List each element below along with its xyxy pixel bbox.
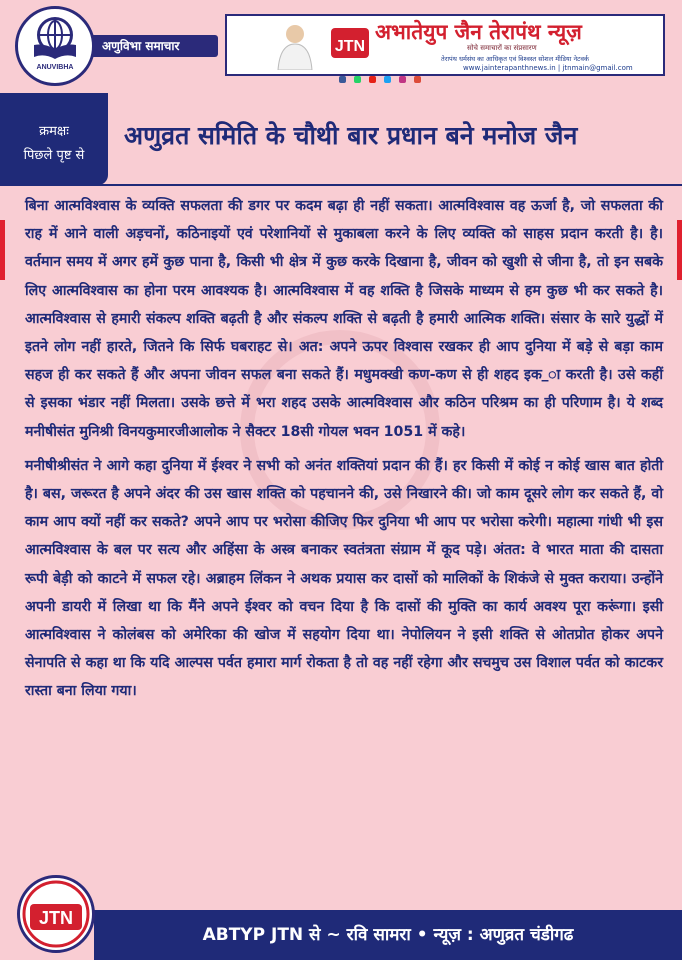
previous-page-label: पिछले पृष्ट से bbox=[23, 148, 85, 163]
right-edge-mark bbox=[677, 220, 682, 280]
footer-logo-label: JTN bbox=[38, 908, 74, 928]
jtn-url[interactable]: www.jainterapanthnews.in | jtnmain@gmail.com bbox=[463, 64, 633, 72]
jtn-logo-label: JTN bbox=[334, 38, 366, 55]
instagram-icon[interactable] bbox=[399, 76, 406, 83]
anuvibha-news-tag: अणुविभा समाचार bbox=[92, 35, 218, 57]
article-paragraph-2: मनीषीश्रीसंत ने आगे कहा दुनिया में ईश्वर ने सभी को अनंत शक्तियां प्रदान की हैं। हर किसी में कोई न कोई खास बात होती है। बस, जरूरत है अपने अंदर की उस खास शक्ति को पहचानने की, उसे निखारने की। जो काम दूसरे लोग कर सकते हैं, वो काम आप क्यों नहीं कर सकते? अपने आप पर भरोसा कीजिए फिर दुनिया भी आप पर भरोसा करेगी। महात्मा गांधी भी इस आत्मविश्वास के बल पर सत्य और अहिंसा के अस्त्र बनाकर स्वतंत्रता संग्राम में कूद पड़े। अंतत: वे भारत माता की दासता रूपी बेड़ी को काटने में सफल रहे। अब्राहम लिंकन ने अथक प्रयास कर दासों को मालिकों के शिकंजे से मुक्त कराया। उन्होंने अपनी डायरी में लिखा था कि मैंने अपने ईश्वर को वचन दिया है कि दासों की मुक्ति का कार्य अवश्य पूरा करूंगा। इसी आत्मविश्वास ने कोलंबस को अमेरिका की खोज में सहयोग दिया था। नेपोलियन ने इसी शक्ति से ओतप्रोत होकर अपने सेनापति से कहा था कि यदि आल्पस पर्वत हमारा मार्ग रोकता है तो वह नहीं रहेगा और सचमुच उस विशाल पर्वत को काटकर रास्ता बना लिया गया। bbox=[25, 457, 663, 700]
jtn-logo-icon bbox=[331, 24, 369, 66]
social-icons bbox=[339, 68, 424, 87]
youtube-icon[interactable] bbox=[369, 76, 376, 83]
jtn-tagline: सोचे समाचारों का संप्रसारण bbox=[467, 44, 537, 52]
footer-bar bbox=[94, 910, 682, 960]
article-paragraph-1: बिना आत्मविश्वास के व्यक्ति सफलता की डगर पर कदम बढ़ा ही नहीं सकता। आत्मविश्वास वह ऊर्जा है, जो सफलता की राह में आने वाली अड़चनों, कठिनाइयों एवं परेशानियों से मुकाबला करने के लिए व्यक्ति को साहस प्रदान करती है। है। वर्तमान समय में अगर हमें कुछ पाना है, किसी भी क्षेत्र में कुछ करके दिखाना है, जीवन को खुशी से जीना है, तो इन सबके लिए आत्मविश्वास का होना परम आवश्यक है। आत्मविश्वास में वह शक्ति है जिसके माध्यम से हम कुछ भी कर सकते है। आत्मविश्वास से हमारी संकल्प शक्ति बढ़ती है और संकल्प शक्ति से बढ़ती है हमारी आत्मिक शक्ति। संसार के सारे युद्धों में इतने लोग नहीं हारते, जितने कि सिर्फ घबराहट से। अत: अपने ऊपर विश्वास रखकर ही आप दुनिया में बड़े से बड़ा काम सहज ही कर सकते हैं और अपना जीवन सफल बना सकते हैं। मधुमक्खी कण-कण से ही शहद इक_ा करती है। उसे कहीं से इसका भंडार नहीं मिलता। उसके छत्ते में भरा शहद उसके आत्मविश्वास और कठिन परिश्रम का ही परिणाम है। ये शब्द मनीषीसंत मुनिश्री विनयकुमारजीआलोक ने सैक्टर 18सी गोयल भवन 1051 में कहे। bbox=[25, 198, 663, 440]
anuvibha-logo bbox=[15, 6, 95, 86]
jtn-banner bbox=[225, 14, 665, 76]
title-divider bbox=[0, 184, 682, 186]
page-title: अणुव्रत समिति के चौथी बार प्रधान बने मनोज जैन bbox=[124, 121, 578, 150]
jtn-subtitle: तेरापंथ धर्मसंघ का आधिकृत एवं विश्वस्त सोशल मीडिया नेटवर्क bbox=[441, 55, 589, 63]
book-icon bbox=[32, 43, 78, 59]
footer-jtn-logo bbox=[17, 875, 95, 953]
article-body bbox=[25, 192, 663, 712]
twitter-icon[interactable] bbox=[384, 76, 391, 83]
continued-badge bbox=[0, 93, 108, 185]
anuvibha-logo-text: ANUVIBHA bbox=[36, 64, 74, 71]
footer-credit: ABTYP JTN से ~ रवि सामरा • न्यूज़ : अणुव्रत चंडीगढ bbox=[202, 925, 574, 945]
jtn-title: अभातेयुप जैन तेरापंथ न्यूज़ bbox=[375, 19, 582, 44]
continued-label: क्रमक्षः bbox=[39, 124, 69, 139]
header bbox=[0, 0, 682, 90]
whatsapp-icon[interactable] bbox=[354, 76, 361, 83]
facebook-icon[interactable] bbox=[339, 76, 346, 83]
monk-portrait bbox=[272, 20, 318, 70]
google-plus-icon[interactable] bbox=[414, 76, 421, 83]
left-edge-mark bbox=[0, 220, 5, 280]
